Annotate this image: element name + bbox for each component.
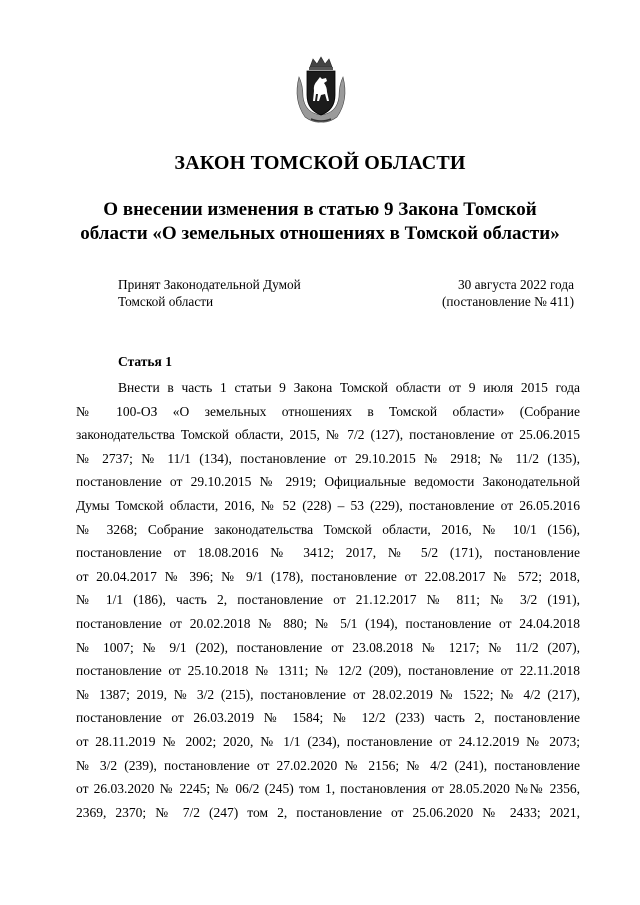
law-subtitle: [60, 198, 580, 246]
article-line: постановление от 26.03.2019 № 1584; № 12/2 (233) часть 2, постановление: [76, 710, 580, 726]
adopted-by-line: Принят Законодательной Думой: [118, 277, 301, 292]
article-line: № 2737; № 11/1 (134), постановление от 29.10.2015 № 2918; № 11/2 (135),: [76, 450, 580, 466]
adopted-by-line: Томской области: [118, 294, 214, 309]
subtitle-line: области «О земельных отношениях в Томской области»: [80, 223, 560, 244]
adopted-by-block: [118, 276, 301, 310]
article-line: № 1/1 (186), часть 2, постановление от 21.12.2017 № 811; № 3/2 (191),: [76, 592, 580, 608]
article-line: постановление от 18.08.2016 № 3412; 2017, № 5/2 (171), постановление: [76, 545, 580, 561]
article-line: постановление от 20.02.2018 № 880; № 5/1 (194), постановление от 24.04.2018: [76, 615, 580, 631]
article-line: № 100-ОЗ «О земельных отношениях в Томской области» (Собрание: [76, 403, 580, 419]
article-line: Думы Томской области, 2016, № 52 (228) – 53 (229), постановление от 26.05.2016: [76, 497, 580, 513]
article-line: № 3/2 (239), постановление от 27.02.2020 № 2156; № 4/2 (241), постановление: [76, 757, 580, 773]
article-heading: Статья 1: [118, 354, 172, 369]
article-body: [76, 376, 580, 824]
article-line: законодательства Томской области, 2015, № 7/2 (127), постановление от 25.06.2015: [76, 427, 580, 443]
article-line: № 1007; № 9/1 (202), постановление от 23.08.2018 № 1217; № 11/2 (207),: [76, 639, 580, 655]
article-line: № 1387; 2019, № 3/2 (215), постановление от 28.02.2019 № 1522; № 4/2 (217),: [76, 686, 580, 702]
law-title: ЗАКОН ТОМСКОЙ ОБЛАСТИ: [174, 152, 466, 174]
subtitle-line: О внесении изменения в статью 9 Закона Томской: [103, 199, 537, 220]
article-line: 2369, 2370; № 7/2 (247) том 2, постановление от 25.06.2020 № 2433; 2021,: [76, 804, 580, 820]
article-line: постановление от 25.10.2018 № 1311; № 12/2 (209), постановление от 22.11.2018: [76, 663, 580, 679]
article-line: № 3268; Собрание законодательства Томской области, 2016, № 10/1 (156),: [76, 521, 580, 537]
adoption-info-block: [442, 276, 574, 310]
article-line: постановление от 29.10.2015 № 2919; Официальные ведомости Законодательной: [76, 474, 580, 490]
resolution-number: (постановление № 411): [441, 294, 574, 309]
article-line: Внести в часть 1 статьи 9 Закона Томской области от 9 июля 2015 года: [118, 380, 580, 395]
article-line: от 28.11.2019 № 2002; 2020, № 1/1 (234), постановление от 24.12.2019 № 2073;: [76, 733, 580, 749]
coat-of-arms-icon: [291, 55, 351, 125]
adoption-date: 30 августа 2022 года: [458, 277, 574, 292]
article-line: от 26.03.2020 № 2245; № 06/2 (245) том 1, постановления от 28.05.2020 №№ 2356,: [76, 781, 580, 797]
article-line: от 20.04.2017 № 396; № 9/1 (178), постановление от 22.08.2017 № 572; 2018,: [76, 568, 580, 584]
